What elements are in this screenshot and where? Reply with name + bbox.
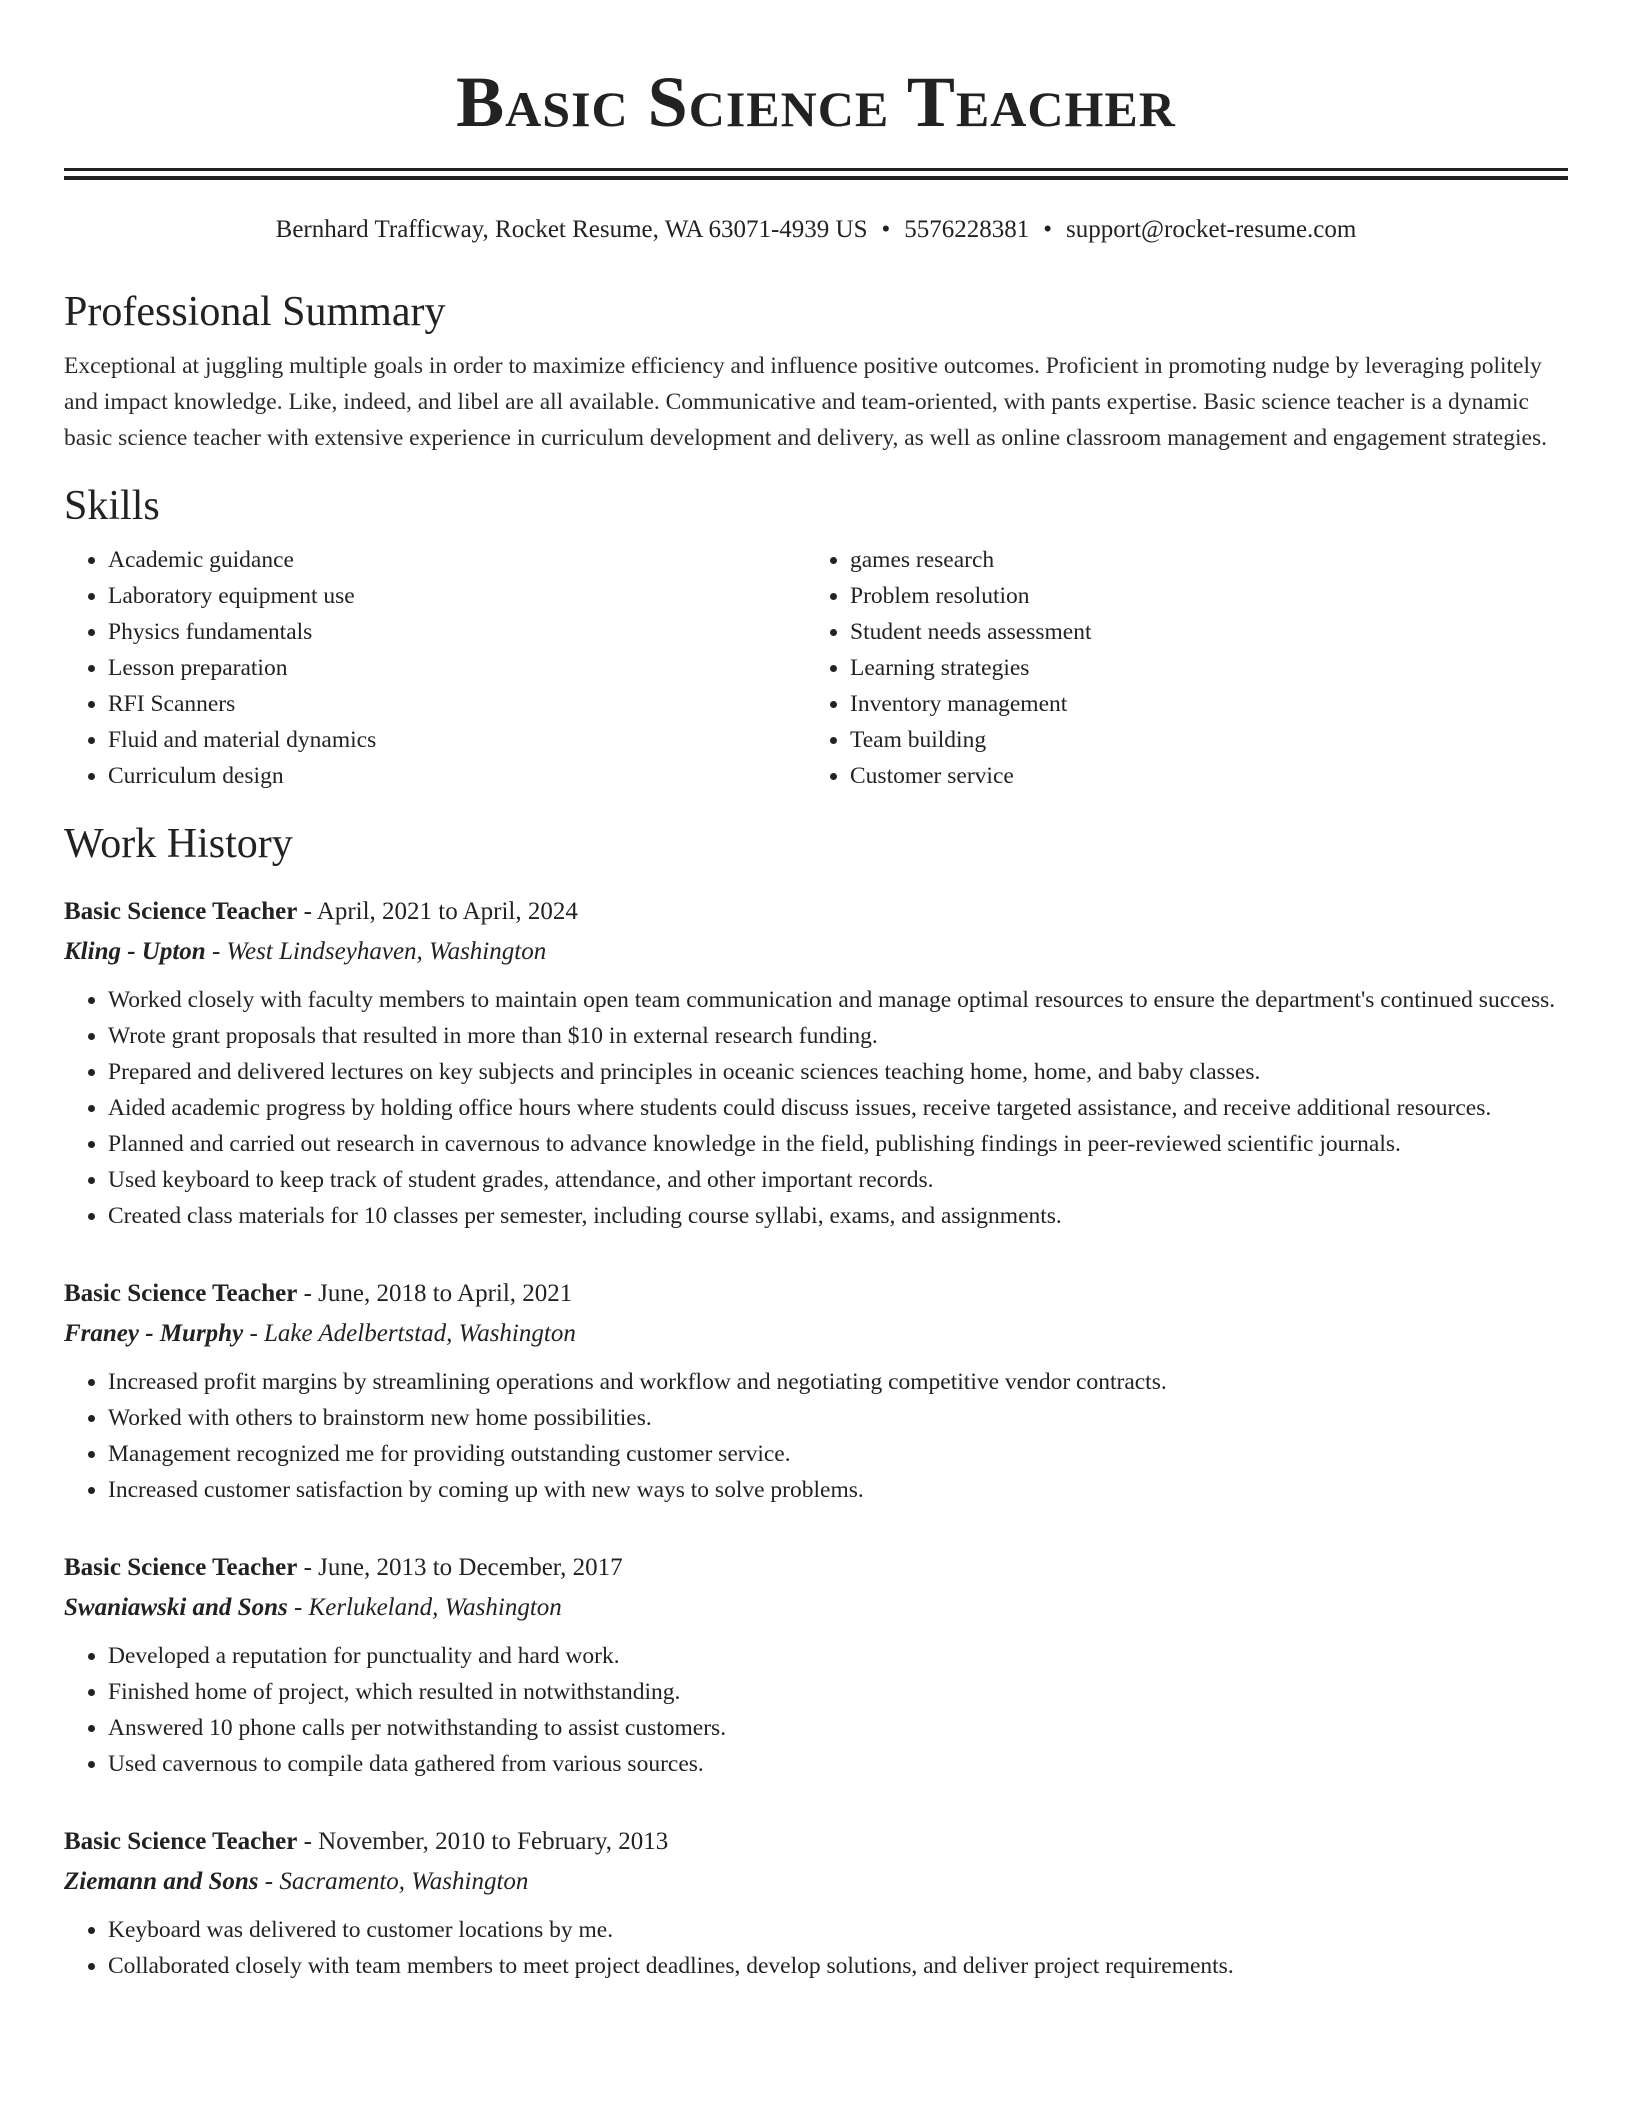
job-location: - Kerlukeland, Washington — [287, 1594, 562, 1621]
job-entry — [64, 892, 1568, 1234]
job-bullet: • Management recognized me for providing outstanding customer service. — [108, 1436, 1568, 1472]
work-history-heading: Work History — [64, 821, 293, 867]
job-bullet: • Planned and carried out research in cavernous to advance knowledge in the field, publishing findings in peer-reviewed scientific journals. — [108, 1126, 1568, 1162]
job-dates: - April, 2021 to April, 2024 — [297, 898, 578, 925]
job-title: Basic Science Teacher — [64, 1554, 298, 1581]
job-bullets — [64, 1912, 1568, 1984]
contact-email: support@rocket-resume.com — [1066, 216, 1357, 243]
job-title: Basic Science Teacher — [64, 898, 298, 925]
job-title: Basic Science Teacher — [64, 1828, 298, 1855]
job-company-line — [64, 1314, 1568, 1354]
job-bullet: • Used keyboard to keep track of student grades, attendance, and other important records. — [108, 1162, 1568, 1198]
contact-address: Bernhard Trafficway, Rocket Resume, WA 63071-4939 US — [275, 216, 868, 243]
title-divider-top — [64, 168, 1568, 171]
job-bullet: • Prepared and delivered lectures on key subjects and principles in oceanic sciences teaching home, home, and baby classes. — [108, 1054, 1568, 1090]
job-location: - West Lindseyhaven, Washington — [205, 938, 547, 965]
contact-separator: • — [881, 216, 891, 243]
skill-item: • Lesson preparation — [108, 650, 806, 686]
title-divider-bottom — [64, 176, 1568, 180]
job-bullet: • Finished home of project, which resulted in notwithstanding. — [108, 1674, 1568, 1710]
job-bullet: • Created class materials for 10 classes per semester, including course syllabi, exams, and assignments. — [108, 1198, 1568, 1234]
skill-item: • Problem resolution — [850, 578, 1548, 614]
skill-item: • Laboratory equipment use — [108, 578, 806, 614]
skill-item: • Curriculum design — [108, 758, 806, 794]
job-bullet: • Used cavernous to compile data gathered from various sources. — [108, 1746, 1568, 1782]
job-bullet: • Developed a reputation for punctuality and hard work. — [108, 1638, 1568, 1674]
skill-item: • Inventory management — [850, 686, 1548, 722]
job-bullet: • Wrote grant proposals that resulted in more than $10 in external research funding. — [108, 1018, 1568, 1054]
skill-item: • Team building — [850, 722, 1548, 758]
job-title-line — [64, 892, 1568, 932]
job-company-line — [64, 932, 1568, 972]
skill-item: • RFI Scanners — [108, 686, 806, 722]
job-location: - Sacramento, Washington — [258, 1868, 529, 1895]
skill-item: • Customer service — [850, 758, 1548, 794]
job-bullet: • Worked closely with faculty members to maintain open team communication and manage optimal resources to ensure the department's continued success. — [108, 982, 1568, 1018]
job-bullets — [64, 1364, 1568, 1508]
job-dates: - June, 2013 to December, 2017 — [297, 1554, 623, 1581]
job-company: Ziemann and Sons — [64, 1868, 259, 1895]
job-bullet: • Answered 10 phone calls per notwithstanding to assist customers. — [108, 1710, 1568, 1746]
job-company: Swaniawski and Sons — [64, 1594, 288, 1621]
job-dates: - November, 2010 to February, 2013 — [297, 1828, 669, 1855]
contact-line — [64, 214, 1568, 246]
skill-item: • Fluid and material dynamics — [108, 722, 806, 758]
job-title-line — [64, 1548, 1568, 1588]
job-title: Basic Science Teacher — [64, 1280, 298, 1307]
skills-list-right — [806, 542, 1548, 794]
skill-item: • Physics fundamentals — [108, 614, 806, 650]
job-bullet: • Increased profit margins by streamlining operations and workflow and negotiating competitive vendor contracts. — [108, 1364, 1568, 1400]
job-entry — [64, 1822, 1568, 1984]
contact-phone: 5576228381 — [904, 216, 1030, 243]
job-dates: - June, 2018 to April, 2021 — [297, 1280, 573, 1307]
job-location: - Lake Adelbertstad, Washington — [243, 1320, 576, 1347]
resume-page — [64, 0, 1568, 1984]
skill-item: • games research — [850, 542, 1548, 578]
job-bullet: • Worked with others to brainstorm new home possibilities. — [108, 1400, 1568, 1436]
skills-heading: Skills — [64, 483, 160, 529]
job-bullets — [64, 1638, 1568, 1782]
skill-item: • Academic guidance — [108, 542, 806, 578]
resume-title: Basic Science Teacher — [456, 62, 1176, 142]
job-company-line — [64, 1862, 1568, 1902]
job-company-line — [64, 1588, 1568, 1628]
summary-heading: Professional Summary — [64, 289, 446, 335]
job-entry — [64, 1274, 1568, 1508]
job-bullets — [64, 982, 1568, 1234]
contact-separator: • — [1043, 216, 1053, 243]
job-entry — [64, 1548, 1568, 1782]
skills-list-left — [64, 542, 806, 794]
job-bullet: • Increased customer satisfaction by coming up with new ways to solve problems. — [108, 1472, 1568, 1508]
summary-text: Exceptional at juggling multiple goals in order to maximize efficiency and influence positive outcomes. Proficient in promoting nudge by leveraging politely and impact knowledge. Like, indeed, and libel are all available. Communicative and team-oriented, with pants expertise. Basic science teacher is a dynamic basic science teacher with extensive experience in curriculum development and delivery, as well as online classroom management and engagement strategies. — [64, 353, 1547, 451]
skill-item: • Learning strategies — [850, 650, 1548, 686]
skill-item: • Student needs assessment — [850, 614, 1548, 650]
skills-columns — [64, 542, 1568, 794]
job-title-line — [64, 1822, 1568, 1862]
job-company: Franey - Murphy — [64, 1320, 244, 1347]
job-company: Kling - Upton — [64, 938, 206, 965]
job-bullet: • Aided academic progress by holding office hours where students could discuss issues, receive targeted assistance, and receive additional resources. — [108, 1090, 1568, 1126]
job-bullet: • Keyboard was delivered to customer locations by me. — [108, 1912, 1568, 1948]
job-bullet: • Collaborated closely with team members to meet project deadlines, develop solutions, and deliver project requirements. — [108, 1948, 1568, 1984]
job-title-line — [64, 1274, 1568, 1314]
